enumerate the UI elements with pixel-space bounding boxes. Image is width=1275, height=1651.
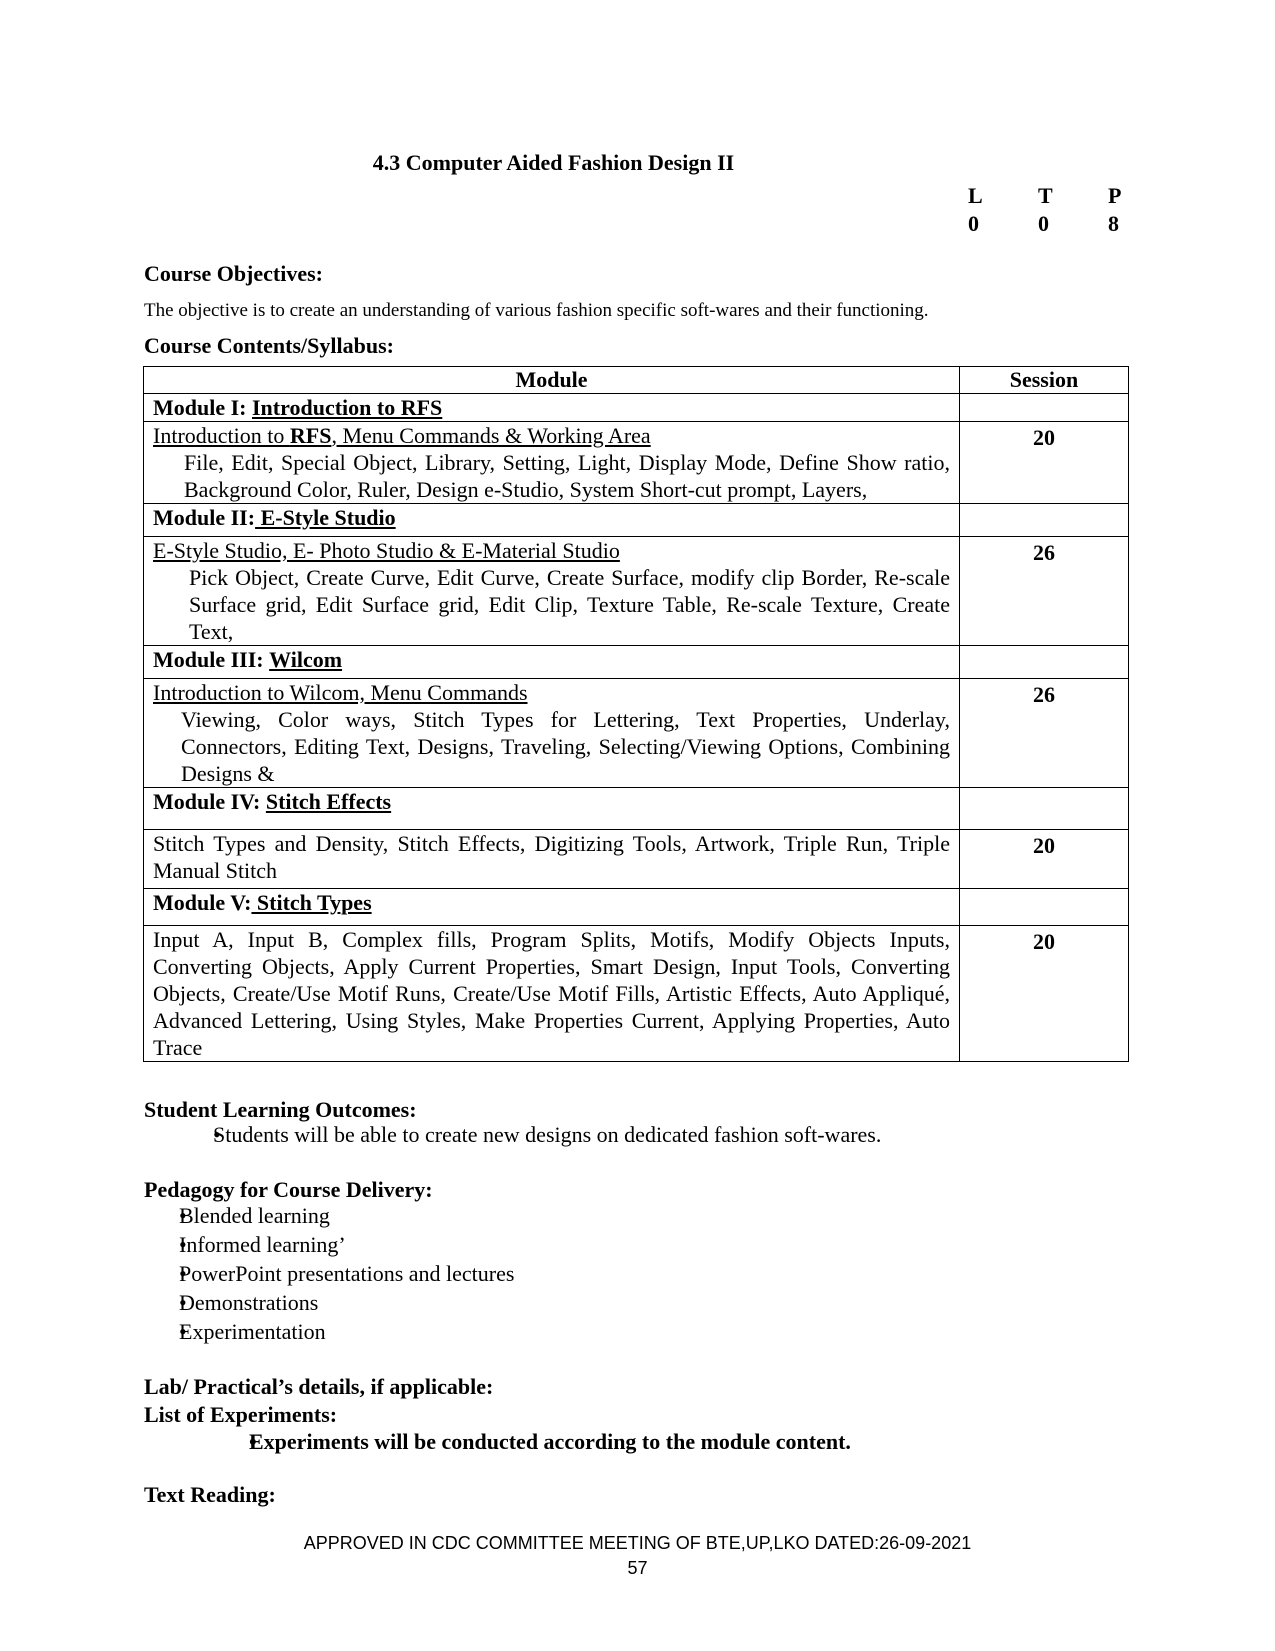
module-5-heading-session — [960, 889, 1129, 926]
ltp-value-p: 8 — [1108, 211, 1119, 236]
module-4-content-row — [144, 830, 1129, 889]
module-4-session: 20 — [960, 830, 1129, 889]
list-item: • Demonstrations — [146, 1288, 514, 1317]
module-5-session: 20 — [960, 926, 1129, 1062]
module-1-heading-row — [144, 394, 1129, 422]
module-2-content-row — [144, 537, 1129, 646]
session-column-header: Session — [960, 367, 1129, 394]
module-3-topic: Introduction to Wilcom, Menu Commands — [153, 680, 528, 705]
ltp-header-l: L — [968, 183, 983, 208]
objectives-heading: Course Objectives: — [144, 261, 324, 286]
ltp-value-row — [968, 211, 1138, 239]
pedagogy-heading: Pedagogy for Course Delivery: — [144, 1177, 433, 1202]
module-5-name: Stitch Types — [251, 890, 372, 915]
page-title: 4.3 Computer Aided Fashion Design II — [372, 150, 735, 175]
ltp-value-l: 0 — [968, 211, 979, 236]
experiments-heading: List of Experiments: — [144, 1402, 338, 1427]
module-2-heading-row — [144, 504, 1129, 537]
list-item: • Students will be able to create new designs on dedicated fashion soft-wares. — [177, 1120, 881, 1149]
ltp-value-t: 0 — [1038, 211, 1049, 236]
module-2-heading — [144, 504, 960, 537]
module-3-name: Wilcom — [269, 647, 343, 672]
pedagogy-list — [146, 1201, 514, 1346]
outcomes-heading: Student Learning Outcomes: — [144, 1097, 417, 1122]
module-1-name: Introduction to RFS — [252, 395, 443, 420]
module-5-content-row — [144, 926, 1129, 1062]
module-2-content — [144, 537, 960, 646]
module-3-session: 26 — [960, 679, 1129, 788]
objectives-text: The objective is to create an understanding of various fashion specific soft-wares and their functioning. — [144, 300, 929, 321]
module-1-details: File, Edit, Special Object, Library, Setting, Light, Display Mode, Define Show ratio, Background Color, Ruler, Design e-Studio, System Short-cut prompt, Layers, — [184, 450, 950, 502]
ltp-header-row — [968, 183, 1138, 211]
module-2-heading-session — [960, 504, 1129, 537]
syllabus-heading: Course Contents/Syllabus: — [144, 333, 394, 358]
module-5-content — [144, 926, 960, 1062]
page-number: 57 — [627, 1558, 648, 1578]
module-5-heading-row — [144, 889, 1129, 926]
module-2-name: E-Style Studio — [255, 505, 396, 530]
ltp-grid — [968, 183, 1138, 239]
module-1-session: 20 — [960, 422, 1129, 504]
outcomes-list — [177, 1120, 881, 1149]
module-2-session: 26 — [960, 537, 1129, 646]
table-header-row — [144, 367, 1129, 394]
module-3-content — [144, 679, 960, 788]
module-4-heading-row — [144, 788, 1129, 830]
module-3-details: Viewing, Color ways, Stitch Types for Lettering, Text Properties, Underlay, Connectors, Editing Text, Designs, Traveling, Selecting/Viewing Options, Combining Designs & — [181, 707, 950, 786]
text-reading-heading: Text Reading: — [144, 1482, 276, 1507]
module-1-heading — [144, 394, 960, 422]
module-4-label: Module IV: — [153, 789, 261, 814]
approval-footer: APPROVED IN CDC COMMITTEE MEETING OF BTE,UP,LKO DATED:26-09-2021 — [303, 1533, 972, 1553]
module-5-heading — [144, 889, 960, 926]
ltp-header-p: P — [1108, 183, 1122, 208]
module-3-heading — [144, 646, 960, 679]
module-1-content — [144, 422, 960, 504]
ltp-header-t: T — [1038, 183, 1053, 208]
list-item: • Experimentation — [146, 1317, 514, 1346]
list-item: • Informed learning’ — [146, 1230, 514, 1259]
module-2-details: Pick Object, Create Curve, Edit Curve, Create Surface, modify clip Border, Re-scale Surface grid, Edit Surface grid, Edit Clip, Texture Table, Re-scale Texture, Create Text, — [189, 565, 950, 644]
module-5-label: Module V: — [153, 890, 252, 915]
list-item: • PowerPoint presentations and lectures — [146, 1259, 514, 1288]
module-2-label: Module II: — [153, 505, 256, 530]
module-5-details: Input A, Input B, Complex fills, Program Splits, Motifs, Modify Objects Inputs, Converting Objects, Apply Current Properties, Smart Design, Input Tools, Converting Objects, Create/Use Motif Runs, Create/Use Motif Fills, Artistic Effects, Auto Appliqué, Advanced Lettering, Using Styles, Make Properties Current, Applying Properties, Auto Trace — [153, 927, 950, 1060]
module-4-heading — [144, 788, 960, 830]
module-1-heading-session — [960, 394, 1129, 422]
module-4-details: Stitch Types and Density, Stitch Effects, Digitizing Tools, Artwork, Triple Run, Triple Manual Stitch — [153, 831, 950, 883]
module-3-label: Module III: — [153, 647, 264, 672]
lab-heading: Lab/ Practical’s details, if applicable: — [144, 1374, 494, 1399]
module-1-label: Module I: — [153, 395, 247, 420]
module-4-name: Stitch Effects — [265, 789, 392, 814]
module-1-content-row — [144, 422, 1129, 504]
list-item: • Experiments will be conducted according to the module content. — [214, 1427, 851, 1456]
module-2-topic: E-Style Studio, E- Photo Studio & E-Material Studio — [153, 538, 620, 563]
list-item: • Blended learning — [146, 1201, 514, 1230]
module-3-heading-row — [144, 646, 1129, 679]
module-3-content-row — [144, 679, 1129, 788]
module-1-topic: Introduction to RFS, Menu Commands & Working Area — [153, 423, 651, 448]
module-4-heading-session — [960, 788, 1129, 830]
module-3-heading-session — [960, 646, 1129, 679]
module-4-content — [144, 830, 960, 889]
syllabus-table — [143, 366, 1129, 1062]
module-column-header: Module — [144, 367, 960, 394]
experiments-list — [214, 1427, 851, 1456]
